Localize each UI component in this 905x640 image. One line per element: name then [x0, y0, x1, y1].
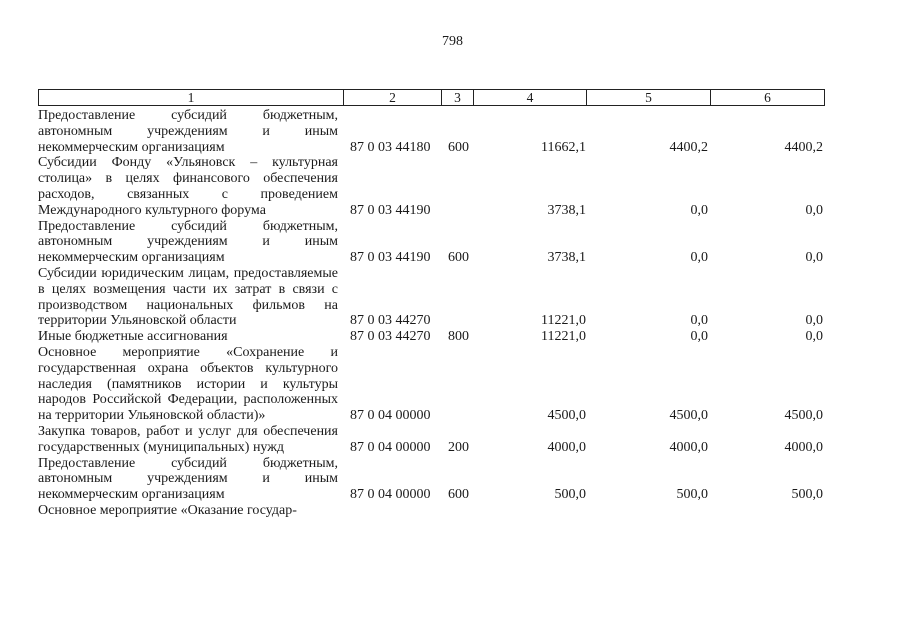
- row-description: Иные бюджетные ассигнования: [38, 329, 228, 345]
- row-expense-type: 600: [448, 139, 469, 155]
- row-value-5: 0,0: [690, 202, 708, 218]
- header-col-1: 1: [39, 90, 344, 105]
- table-row: [38, 219, 828, 266]
- table-row: [38, 503, 828, 519]
- table-row: [38, 329, 828, 345]
- row-value-4: 4500,0: [547, 408, 586, 424]
- row-description: Предоставление субсидий бюджетным, автономным учреждениям и иным некоммерческим организациям: [38, 108, 338, 155]
- row-value-6: 0,0: [805, 250, 823, 266]
- row-value-6: 4000,0: [784, 439, 823, 455]
- row-expense-type: 800: [448, 329, 469, 345]
- header-col-5: 5: [587, 90, 711, 105]
- row-value-5: 500,0: [676, 487, 708, 503]
- row-description: Субсидии юридическим лицам, предоставляемые в целях возмещения части их затрат в связи с производством национальных фильмов на территории Ульяновской области: [38, 265, 338, 329]
- row-value-5: 4000,0: [669, 439, 708, 455]
- row-value-5: 4400,2: [669, 139, 708, 155]
- header-col-4: 4: [474, 90, 587, 105]
- row-value-4: 500,0: [554, 487, 586, 503]
- table-row: [38, 456, 828, 503]
- row-value-4: 3738,1: [547, 202, 586, 218]
- row-value-6: 0,0: [805, 313, 823, 329]
- row-expense-type: 600: [448, 487, 469, 503]
- row-value-6: 4500,0: [784, 408, 823, 424]
- row-value-6: 0,0: [805, 202, 823, 218]
- row-expense-type: 600: [448, 250, 469, 266]
- row-description: Основное мероприятие «Сохранение и государственная охрана объектов культурного наследия (памятников истории и культуры народов Российской Федерации, расположенных на территории Ульяновской области)»: [38, 344, 338, 424]
- table-row: [38, 108, 828, 155]
- row-value-5: 0,0: [690, 313, 708, 329]
- row-description: Закупка товаров, работ и услуг для обеспечения государственных (муниципальных) нужд: [38, 423, 338, 455]
- row-code: 87 0 03 44190: [350, 202, 431, 218]
- header-col-2: 2: [344, 90, 442, 105]
- row-code: 87 0 04 00000: [350, 487, 431, 503]
- row-value-4: 3738,1: [547, 250, 586, 266]
- row-value-6: 500,0: [791, 487, 823, 503]
- row-code: 87 0 03 44180: [350, 139, 431, 155]
- row-value-4: 11221,0: [541, 313, 586, 329]
- header-col-6: 6: [764, 90, 771, 105]
- table-row: [38, 424, 828, 456]
- table-body: [38, 108, 828, 519]
- row-description: Предоставление субсидий бюджетным, автономным учреждениям и иным некоммерческим организациям: [38, 218, 338, 266]
- table-row: [38, 155, 828, 218]
- row-value-6: 4400,2: [784, 139, 823, 155]
- row-code: 87 0 04 00000: [350, 408, 431, 424]
- row-value-5: 4500,0: [669, 408, 708, 424]
- row-value-4: 4000,0: [547, 439, 586, 455]
- row-code: 87 0 03 44190: [350, 250, 431, 266]
- row-value-4: 11221,0: [541, 329, 586, 345]
- row-value-5: 0,0: [690, 250, 708, 266]
- row-expense-type: 200: [448, 439, 469, 455]
- row-code: 87 0 03 44270: [350, 313, 431, 329]
- table-row: [38, 266, 828, 329]
- row-value-4: 11662,1: [541, 139, 586, 155]
- row-description: Предоставление субсидий бюджетным, автономным учреждениям и иным некоммерческим организациям: [38, 455, 338, 503]
- row-description: Субсидии Фонду «Ульяновск – культурная столица» в целях финансового обеспечения расходов, связанных с проведением Международного культурного форума: [38, 155, 338, 218]
- row-value-5: 0,0: [690, 329, 708, 345]
- row-description: Основное мероприятие «Оказание государ-: [38, 502, 297, 518]
- page-number: 798: [442, 34, 463, 49]
- row-code: 87 0 04 00000: [350, 439, 431, 455]
- header-col-3: 3: [442, 90, 474, 105]
- row-code: 87 0 03 44270: [350, 329, 431, 345]
- table-row: [38, 345, 828, 424]
- row-value-6: 0,0: [805, 329, 823, 345]
- table-header: [38, 89, 825, 106]
